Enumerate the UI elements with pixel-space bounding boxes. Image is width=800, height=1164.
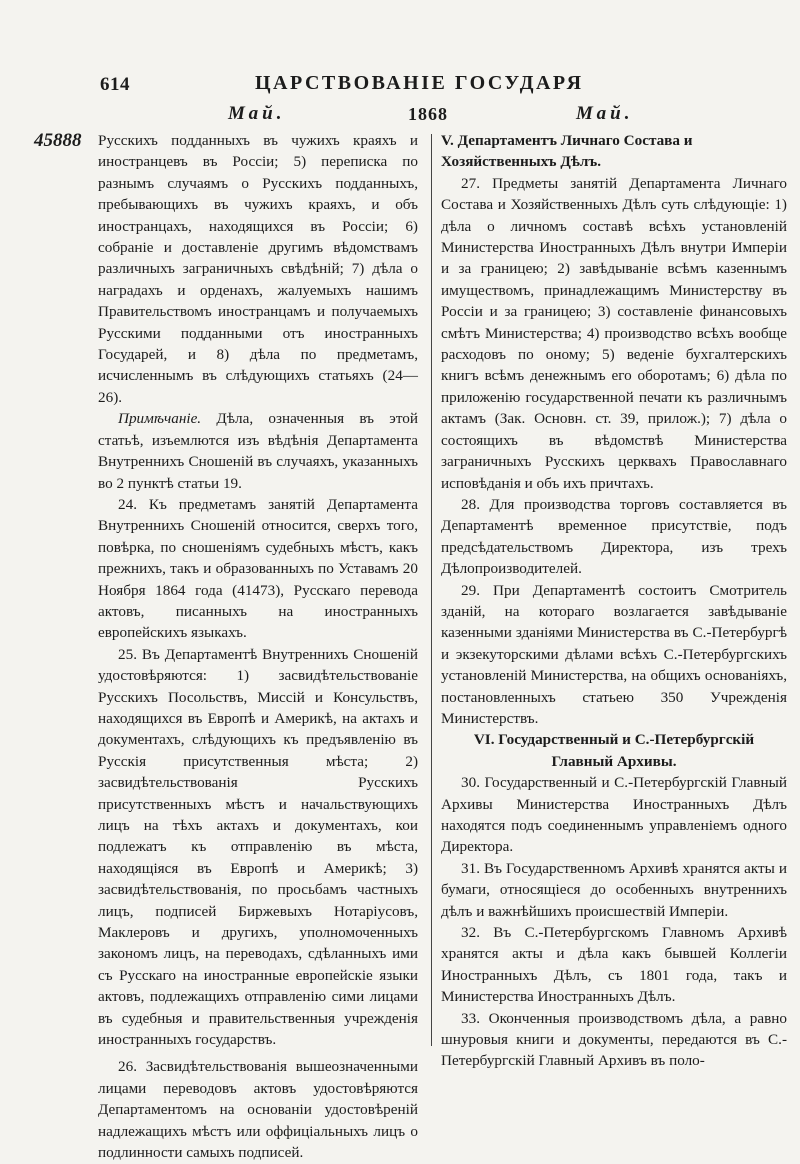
article-24: 24. Къ предметамъ занятій Департамента Внутреннихъ Сношеній относится, сверхъ того, повѣрка, по сношеніямъ судебныхъ мѣстъ, какъ прежнихъ, такъ и образованныхъ по Уставамъ 20 Ноября 1864 года (41473), Русскаго перевода актовъ, писанныхъ на иностранныхъ европейскихъ языкахъ. (98, 495, 418, 642)
article-31: 31. Въ Государственномъ Архивѣ хранятся акты и бумаги, относящіеся до особенныхъ внутреннихъ дѣлъ и важнѣйшихъ происшествій Имперіи. (441, 859, 787, 920)
article-26: 26. Засвидѣтельствованія вышеозначенными лицами переводовъ актовъ удостовѣряются Департаментомъ на основаніи удостовѣреній надлежащихъ мѣстъ или оффиціальныхъ лицъ о подлинности самыхъ подписей. (98, 1058, 418, 1162)
month-right: Май. (576, 103, 634, 124)
paragraph-continuation: Русскихъ подданныхъ въ чужихъ краяхъ и иностранцевъ въ Россіи; 5) переписка по разнымъ случаямъ о Русскихъ подданныхъ, пребывающихъ въ чужихъ краяхъ, и объ иностранцахъ, находящихся въ Россіи; 6) собраніе и доставленіе другимъ вѣдомствамъ различныхъ заграничныхъ свѣдѣній; 7) дѣла о наградахъ и орденахъ, жалуемыхъ нашимъ Правительствомъ иностранцамъ и получаемыхъ Русскими подданными отъ иностранныхъ Государей, и 8) дѣла по предметамъ, исчисленнымъ въ слѣдующихъ статьяхъ (24—26). (98, 132, 418, 406)
section-6-heading-line2: Главный Архивы. (551, 752, 677, 770)
year: 1868 (408, 104, 448, 124)
article-27: 27. Предметы занятій Департамента Личнаго Состава и Хозяйственныхъ Дѣлъ суть слѣдующіе: 1) дѣла о личномъ составѣ всѣхъ установленій Министерства Иностранныхъ Дѣлъ внутри Имперіи и за границею; 2) завѣдываніе всѣмъ казеннымъ имуществомъ, принадлежащимъ Министерству въ Россіи и за границею; 3) составленіе финансовыхъ смѣтъ Министерства; 4) производство всѣхъ вообще расходовъ по оному; 5) веденіе бухгалтерскихъ книгъ всѣмъ денежнымъ его оборотамъ; 6) дѣла по приложенію государственной печати къ различнымъ актамъ (Зак. Основн. ст. 39, прилож.); 7) дѣла о состоящихъ въ вѣдомствѣ Министерства заграничныхъ Русскихъ церквахъ Православнаго исповѣданія и объ ихъ причтахъ. (441, 174, 787, 492)
running-title: ЦАРСТВОВАНІЕ ГОСУДАРЯ (255, 72, 584, 94)
column-divider (431, 134, 432, 1046)
article-33: 33. Оконченныя производствомъ дѣла, а равно шнуровыя книги и документы, передаются въ С.-Петербургскій Главный Архивъ въ поло- (441, 1009, 787, 1070)
article-25: 25. Въ Департаментѣ Внутреннихъ Сношеній удостовѣряются: 1) засвидѣтельствованіе Русскихъ Посольствъ, Миссій и Консульствъ, находящихся въ Европѣ и Америкѣ, на актахъ и документахъ, слѣдующихъ къ предъявленію въ Русскія присутственныя мѣста; 2) засвидѣтельствованія Русскихъ присутственныхъ мѣстъ и начальствующихъ лицъ на тѣхъ актахъ и документахъ, кои подлежатъ къ отправленію въ мѣста, находящіяся въ Европѣ и Америкѣ; 3) засвидѣтельствованія, по просьбамъ частныхъ лицъ, подписей Биржевыхъ Нотаріусовъ, Маклеровъ и другихъ, уполномоченныхъ закономъ лицъ, на переводахъ, сдѣланныхъ ими съ Русскаго на иностранные европейскіе языки актовъ, подлежащихъ отправленію сими лицами въ судебныя и правительственныя учрежденія иностранныхъ государствъ. (98, 645, 418, 1049)
right-column (441, 130, 787, 1072)
month-left: Май. (228, 103, 286, 124)
section-5-heading: V. Департаментъ Личнаго Состава и Хозяйственныхъ Дѣлъ. (441, 132, 693, 171)
left-column (98, 130, 418, 1164)
article-30: 30. Государственный и С.-Петербургскій Главный Архивы Министерства Иностранныхъ Дѣлъ находятся подъ соединеннымъ управленіемъ одного Директора. (441, 774, 787, 856)
law-number: 45888 (34, 130, 82, 151)
note-paragraph (98, 408, 418, 494)
note-text: Дѣла, означенныя въ этой статьѣ, изъемлются изъ вѣдѣнія Департамента Внутреннихъ Сношеній въ случаяхъ, указанныхъ во 2 пунктѣ статьи 19. (98, 410, 418, 492)
section-6-heading-line1: VI. Государственный и С.-Петербургскій (473, 731, 755, 749)
article-29: 29. При Департаментѣ состоитъ Смотритель зданій, на котораго возлагается завѣдываніе казенными зданіями Министерства въ С.-Петербургѣ и экзекуторскими дѣлами всѣхъ С.-Петербургскихъ установленій Министерства, на общихъ основаніяхъ, постановленныхъ статьею 350 Учрежденія Министерствъ. (441, 581, 787, 727)
page-number: 614 (100, 74, 130, 95)
article-32: 32. Въ С.-Петербургскомъ Главномъ Архивѣ хранятся акты и дѣла какъ бывшей Коллегіи Иностранныхъ Дѣлъ, съ 1801 года, такъ и Министерства Иностранныхъ Дѣлъ. (441, 924, 787, 1006)
article-28: 28. Для производства торговъ составляется въ Департаментѣ временное присутствіе, подъ предсѣдательствомъ Директора, изъ трехъ Дѣлопроизводителей. (441, 495, 787, 578)
note-label: Примѣчаніе. (118, 410, 202, 428)
